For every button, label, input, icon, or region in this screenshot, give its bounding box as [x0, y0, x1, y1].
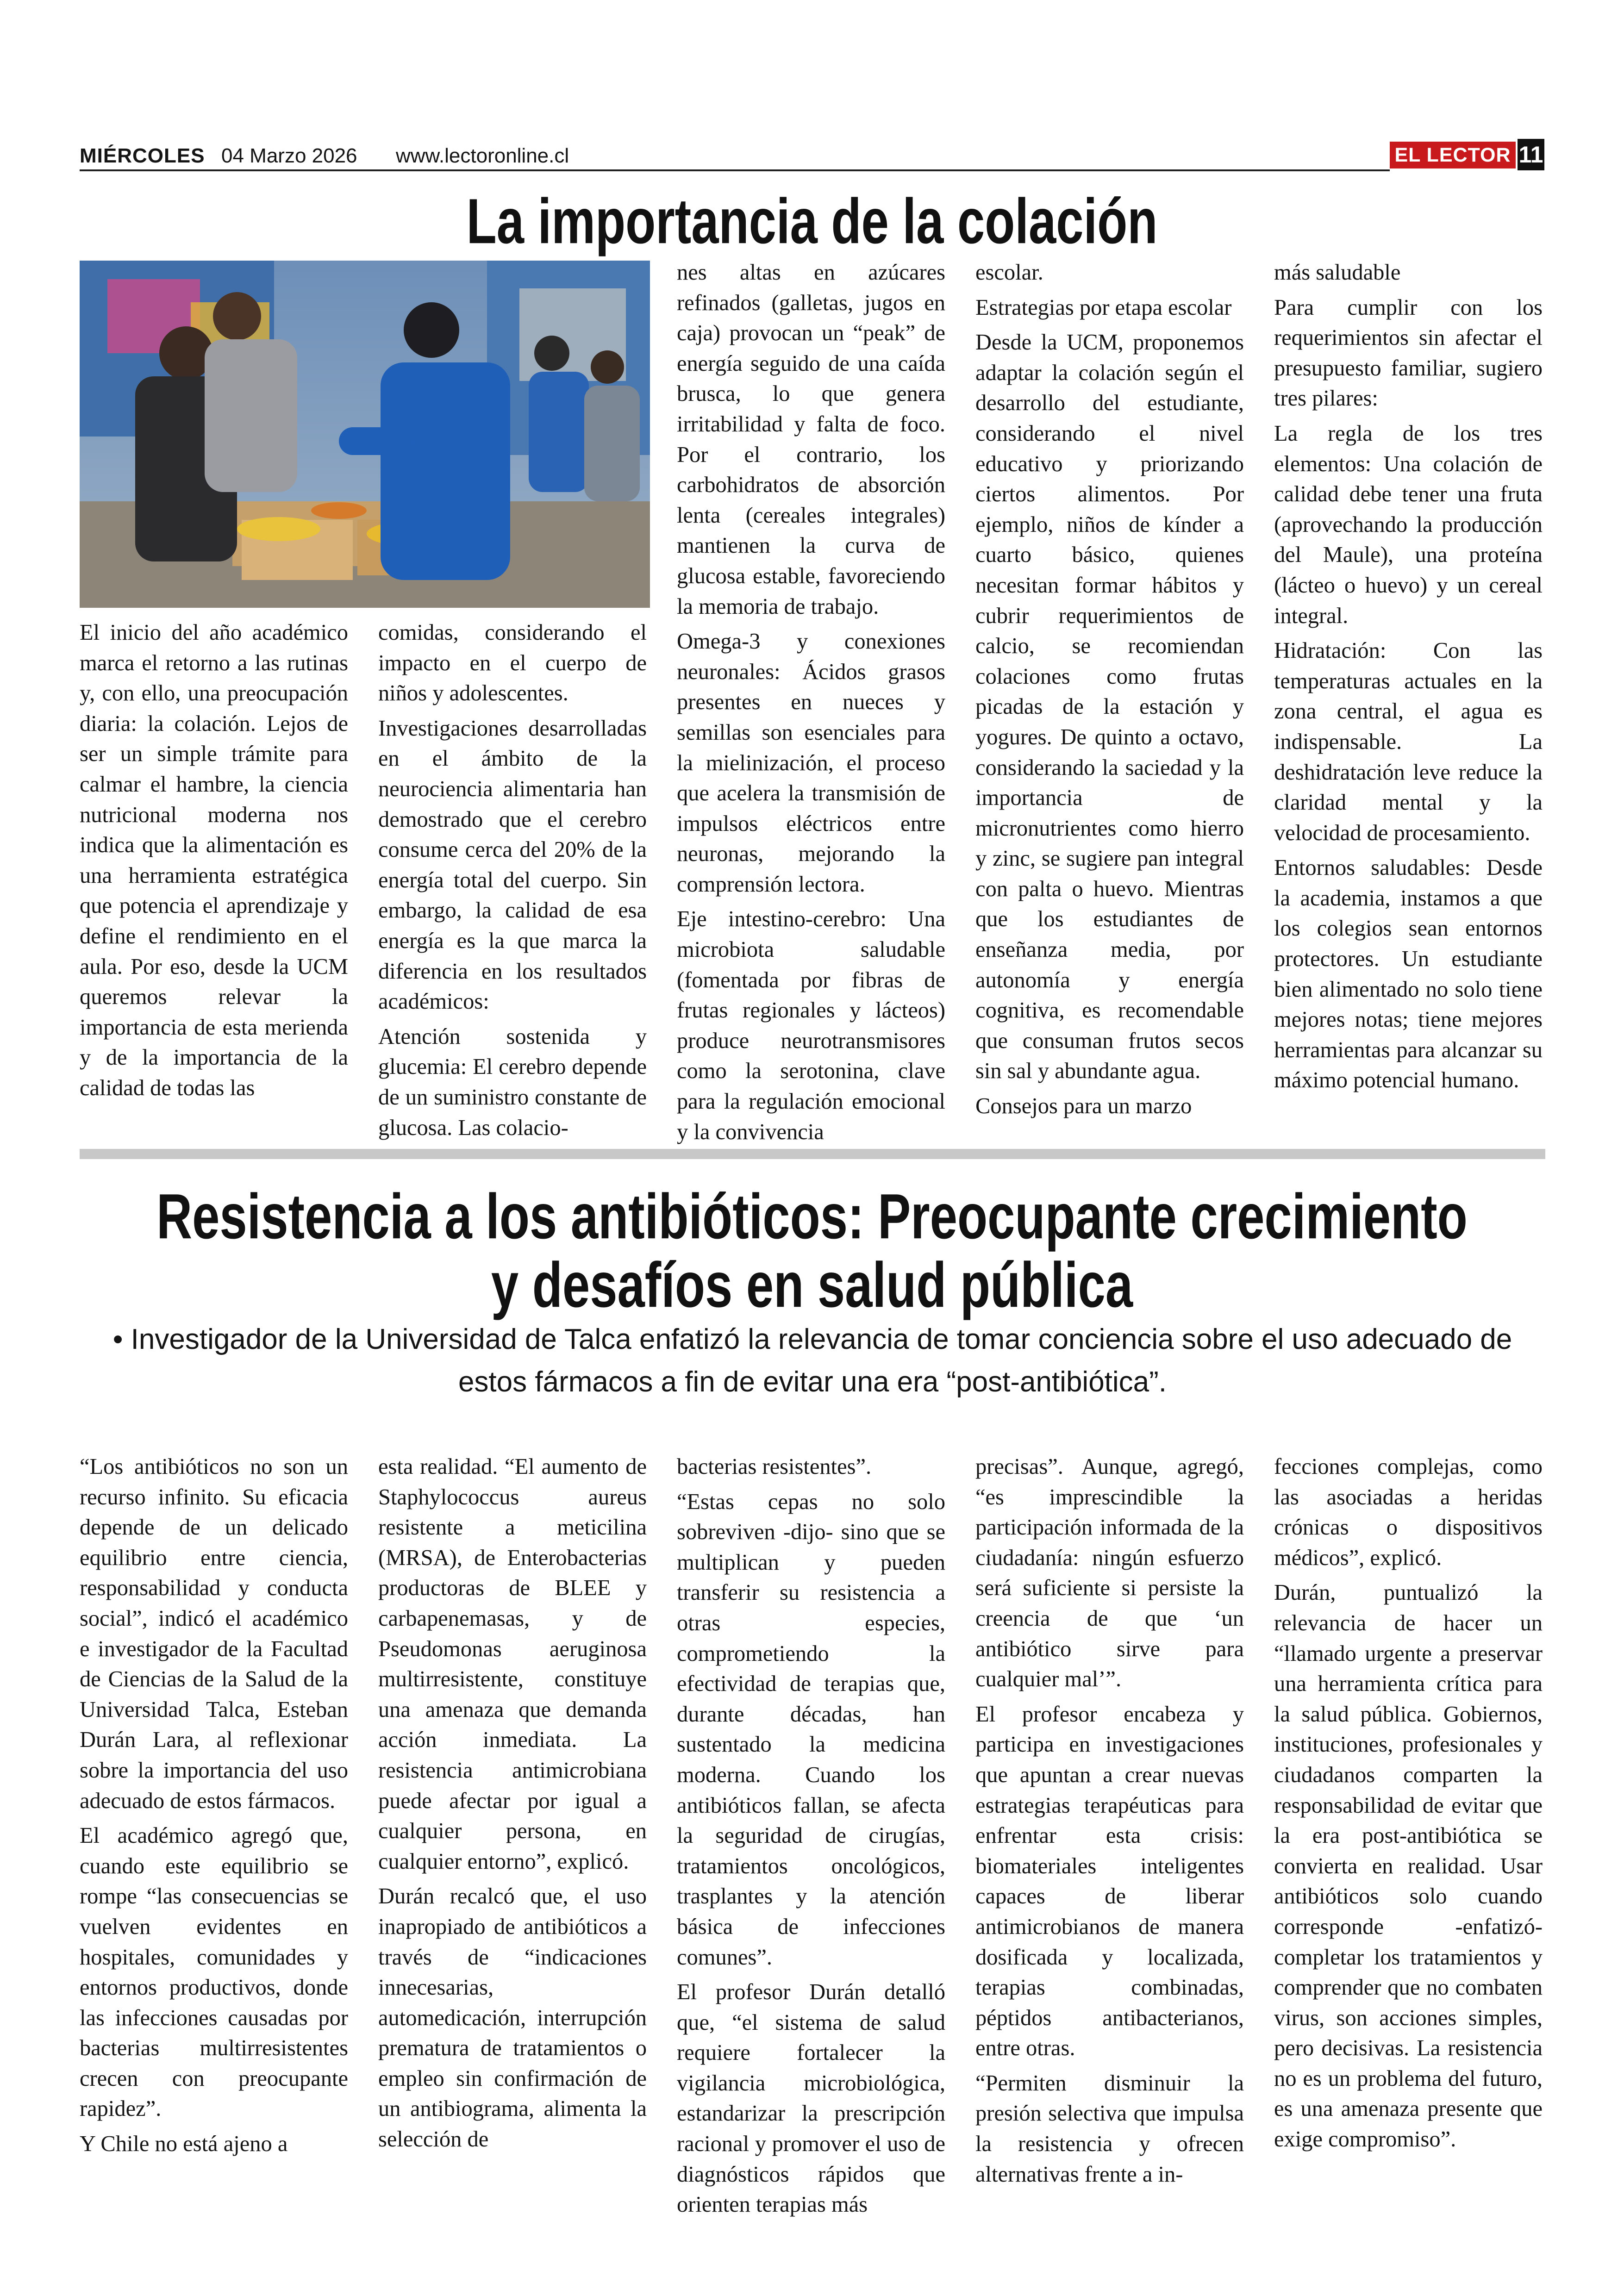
- article2-subhead: • Investigador de la Universidad de Talca enfatizó la relevancia de tomar conciencia sobre el uso adecuado de estos fármacos a fin de evitar una era “post-antibiótica”.: [112, 1323, 1512, 1398]
- article2-column-1: [80, 1452, 348, 2164]
- header-rule: [80, 169, 1390, 171]
- section-subtitle: Estrategias por etapa escolar: [975, 295, 1232, 320]
- paragraph: Para cumplir con los requerimientos sin afectar el presupuesto familiar, sugiero tres pilares:: [1274, 295, 1543, 411]
- paragraph: escolar.: [975, 260, 1043, 285]
- paragraph: El profesor Durán detalló que, “el sistema de salud requiere fortalecer la vigilancia microbiológica, estandarizar la prescripción racional y promover el uso de diagnósticos rápidos que orienten terapias más: [677, 1980, 945, 2217]
- paragraph: Desde la UCM, proponemos adaptar la colación según el desarrollo del estudiante, considerando el nivel educativo y priorizando ciertos alimentos. Por ejemplo, niños de kínder a cuarto básico, quienes necesitan formar hábitos y cubrir requerimientos de calcio, se recomiendan colaciones como frutas picadas de la estación y yogures. De quinto a octavo, considerando la saciedad y la importancia de micronutrientes como hierro y zinc, se sugiere pan integral con palta o huevo. Mientras que los estudiantes de enseñanza media, por autonomía y energía cognitiva, es recomendable que consuman frutos secos sin sal y abundante agua.: [975, 330, 1244, 1084]
- section-divider: [80, 1149, 1545, 1159]
- header-website[interactable]: www.lectoronline.cl: [396, 144, 569, 167]
- paragraph: La regla de los tres elementos: Una colación de calidad debe tener una fruta (aprovechando la producción del Maule), una proteína (lácteo o huevo) y un cereal integral.: [1274, 421, 1543, 628]
- article2-column-5: [1274, 1452, 1543, 2159]
- paragraph: El inicio del año académico marca el retorno a las rutinas y, con ello, una preocupación diaria: la colación. Lejos de ser un simple trámite para calmar el hambre, la ciencia nutricional moderna nos indica que la alimentación es una herramienta estratégica que potencia el aprendizaje y define el rendimiento en el aula. Por eso, desde la UCM queremos relevar la importancia de esta merienda y de la importancia de la calidad de todas las: [80, 620, 348, 1100]
- paragraph: Omega-3 y conexiones neuronales: Ácidos grasos presentes en nueces y semillas son esenciales para la mielinización, el proceso que acelera la transmisión de impulsos eléctricos entre neuronas, mejorando la comprensión lectora.: [677, 629, 945, 897]
- paragraph: El profesor encabeza y participa en investigaciones que apuntan a crear nuevas estrategias terapéuticas para enfrentar esta crisis: biomateriales inteligentes capaces de liberar antimicrobianos de manera dosificada y localizada, terapias combinadas, péptidos antibacterianos, entre otras.: [975, 1702, 1244, 2061]
- paragraph: nes altas en azúcares refinados (galletas, jugos en caja) provocan un “peak” de energía seguido de una caída brusca, lo que genera irritabilidad y falta de foco. Por el contrario, los carbohidratos de absorción lenta (cereales integrales) mantienen la curva de glucosa estable, favoreciendo la memoria de trabajo.: [677, 260, 945, 619]
- paragraph: esta realidad. “El aumento de Staphylococcus aureus resistente a meticilina (MRSA), de Enterobacterias productoras de BLEE y carbapenemasas, y de Pseudomonas aeruginosa multirresistente, constituye una amenaza que demanda acción inmediata. La resistencia antimicrobiana puede afectar por igual a cualquier persona, en cualquier entorno”, explicó.: [378, 1454, 647, 1874]
- article2-column-4: [975, 1452, 1244, 2194]
- article1-column-4: [975, 257, 1244, 1126]
- paragraph: El académico agregó que, cuando este equilibrio se rompe “las consecuencias se vuelven evidentes en hospitales, comunidades y entornos productivos, donde las infecciones causadas por bacterias multirresistentes crecen con preocupante rapidez”.: [80, 1823, 348, 2121]
- header-day: MIÉRCOLES: [80, 144, 205, 167]
- paragraph: Durán, puntualizó la relevancia de hacer un “llamado urgente a preservar una herramienta crítica para la salud pública. Gobiernos, instituciones, profesionales y ciudadanos comparten la responsabilidad de evitar que la era post-antibiótica se convierta en realidad. Usar antibióticos solo cuando corresponde -enfatizó- completar los tratamientos y comprender que no combaten virus, son acciones simples, pero decisivas. La resistencia no es un problema del futuro, es una amenaza presente que exige compromiso”.: [1274, 1580, 1543, 2152]
- article2-title-line-1: Resistencia a los antibióticos: Preocupante crecimiento: [156, 1180, 1468, 1252]
- section-subtitle: más saludable: [1274, 260, 1401, 285]
- paragraph: Hidratación: Con las temperaturas actuales en la zona central, el agua es indispensable. La deshidratación leve reduce la claridad mental y la velocidad de procesamiento.: [1274, 638, 1543, 845]
- article1-column-3: [677, 257, 945, 1152]
- paragraph: Y Chile no está ajeno a: [80, 2132, 288, 2157]
- students-fruit-photo-illustration: [80, 261, 650, 608]
- paragraph: bacterias resistentes”.: [677, 1454, 872, 1479]
- article1-column-1: [80, 617, 348, 1108]
- section-subtitle: Consejos para un marzo: [975, 1094, 1192, 1119]
- article1-column-5: [1274, 257, 1543, 1100]
- page-number: 11: [1518, 139, 1544, 170]
- article1-photo: [80, 261, 650, 608]
- article2-column-2: [378, 1452, 647, 2159]
- paragraph: comidas, considerando el impacto en el cuerpo de niños y adolescentes.: [378, 620, 647, 706]
- paragraph: fecciones complejas, como las asociadas a heridas crónicas o dispositivos médicos”, explicó.: [1274, 1454, 1543, 1570]
- paragraph: precisas”. Aunque, agregó, “es imprescindible la participación informada de la ciudadanía: ningún esfuerzo será suficiente si persiste la creencia de que ‘un antibiótico sirve para cualquier mal’”.: [975, 1454, 1244, 1692]
- article1-title: La importancia de la colación: [466, 185, 1158, 257]
- newspaper-logo: EL LECTOR: [1390, 142, 1516, 168]
- article2-column-3: [677, 1452, 945, 2225]
- paragraph: Investigaciones desarrolladas en el ámbito de la neurociencia alimentaria han demostrado que el cerebro consume cerca del 20% de la energía total del cuerpo. Sin embargo, la calidad de esa energía es la que marca la diferencia en los resultados académicos:: [378, 716, 647, 1014]
- paragraph: Atención sostenida y glucemia: El cerebro depende de un suministro constante de glucosa. Las colacio-: [378, 1024, 647, 1140]
- paragraph: Eje intestino-cerebro: Una microbiota saludable (fomentada por fibras de frutas regionales y lácteos) produce neurotransmisores como la serotonina, clave para la regulación emocional y la convivencia: [677, 907, 945, 1144]
- paragraph: “Los antibióticos no son un recurso infinito. Su eficacia depende de un delicado equilibrio entre ciencia, responsabilidad y conducta social”, indicó el académico e investigador de la Facultad de Ciencias de la Salud de la Universidad Talca, Esteban Durán Lara, al reflexionar sobre la importancia del uso adecuado de estos fármacos.: [80, 1454, 348, 1813]
- article1-column-2: [378, 617, 647, 1148]
- article2-title-line-2: y desafíos en salud pública: [491, 1249, 1133, 1321]
- paragraph: “Permiten disminuir la presión selectiva que impulsa la resistencia y ofrecen alternativas frente a in-: [975, 2070, 1244, 2187]
- header-date: 04 Marzo 2026: [221, 144, 357, 167]
- paragraph: Durán recalcó que, el uso inapropiado de antibióticos a través de “indicaciones innecesarias, automedicación, interrupción prematura de tratamientos o empleo sin confirmación de un antibiograma, alimenta la selección de: [378, 1884, 647, 2152]
- paragraph: “Estas cepas no solo sobreviven -dijo- sino que se multiplican y pueden transferir su resistencia a otras especies, comprometiendo la efectividad de terapias que, durante décadas, han sustentado la medicina moderna. Cuando los antibióticos fallan, se afecta la seguridad de cirugías, tratamientos oncológicos, trasplantes y la atención básica de infecciones comunes”.: [677, 1489, 945, 1970]
- paragraph: Entornos saludables: Desde la academia, instamos a que los colegios sean entornos protectores. Un estudiante bien alimentado no solo tiene mejores notas; tiene mejores herramientas para alcanzar su máximo potencial humano.: [1274, 855, 1543, 1093]
